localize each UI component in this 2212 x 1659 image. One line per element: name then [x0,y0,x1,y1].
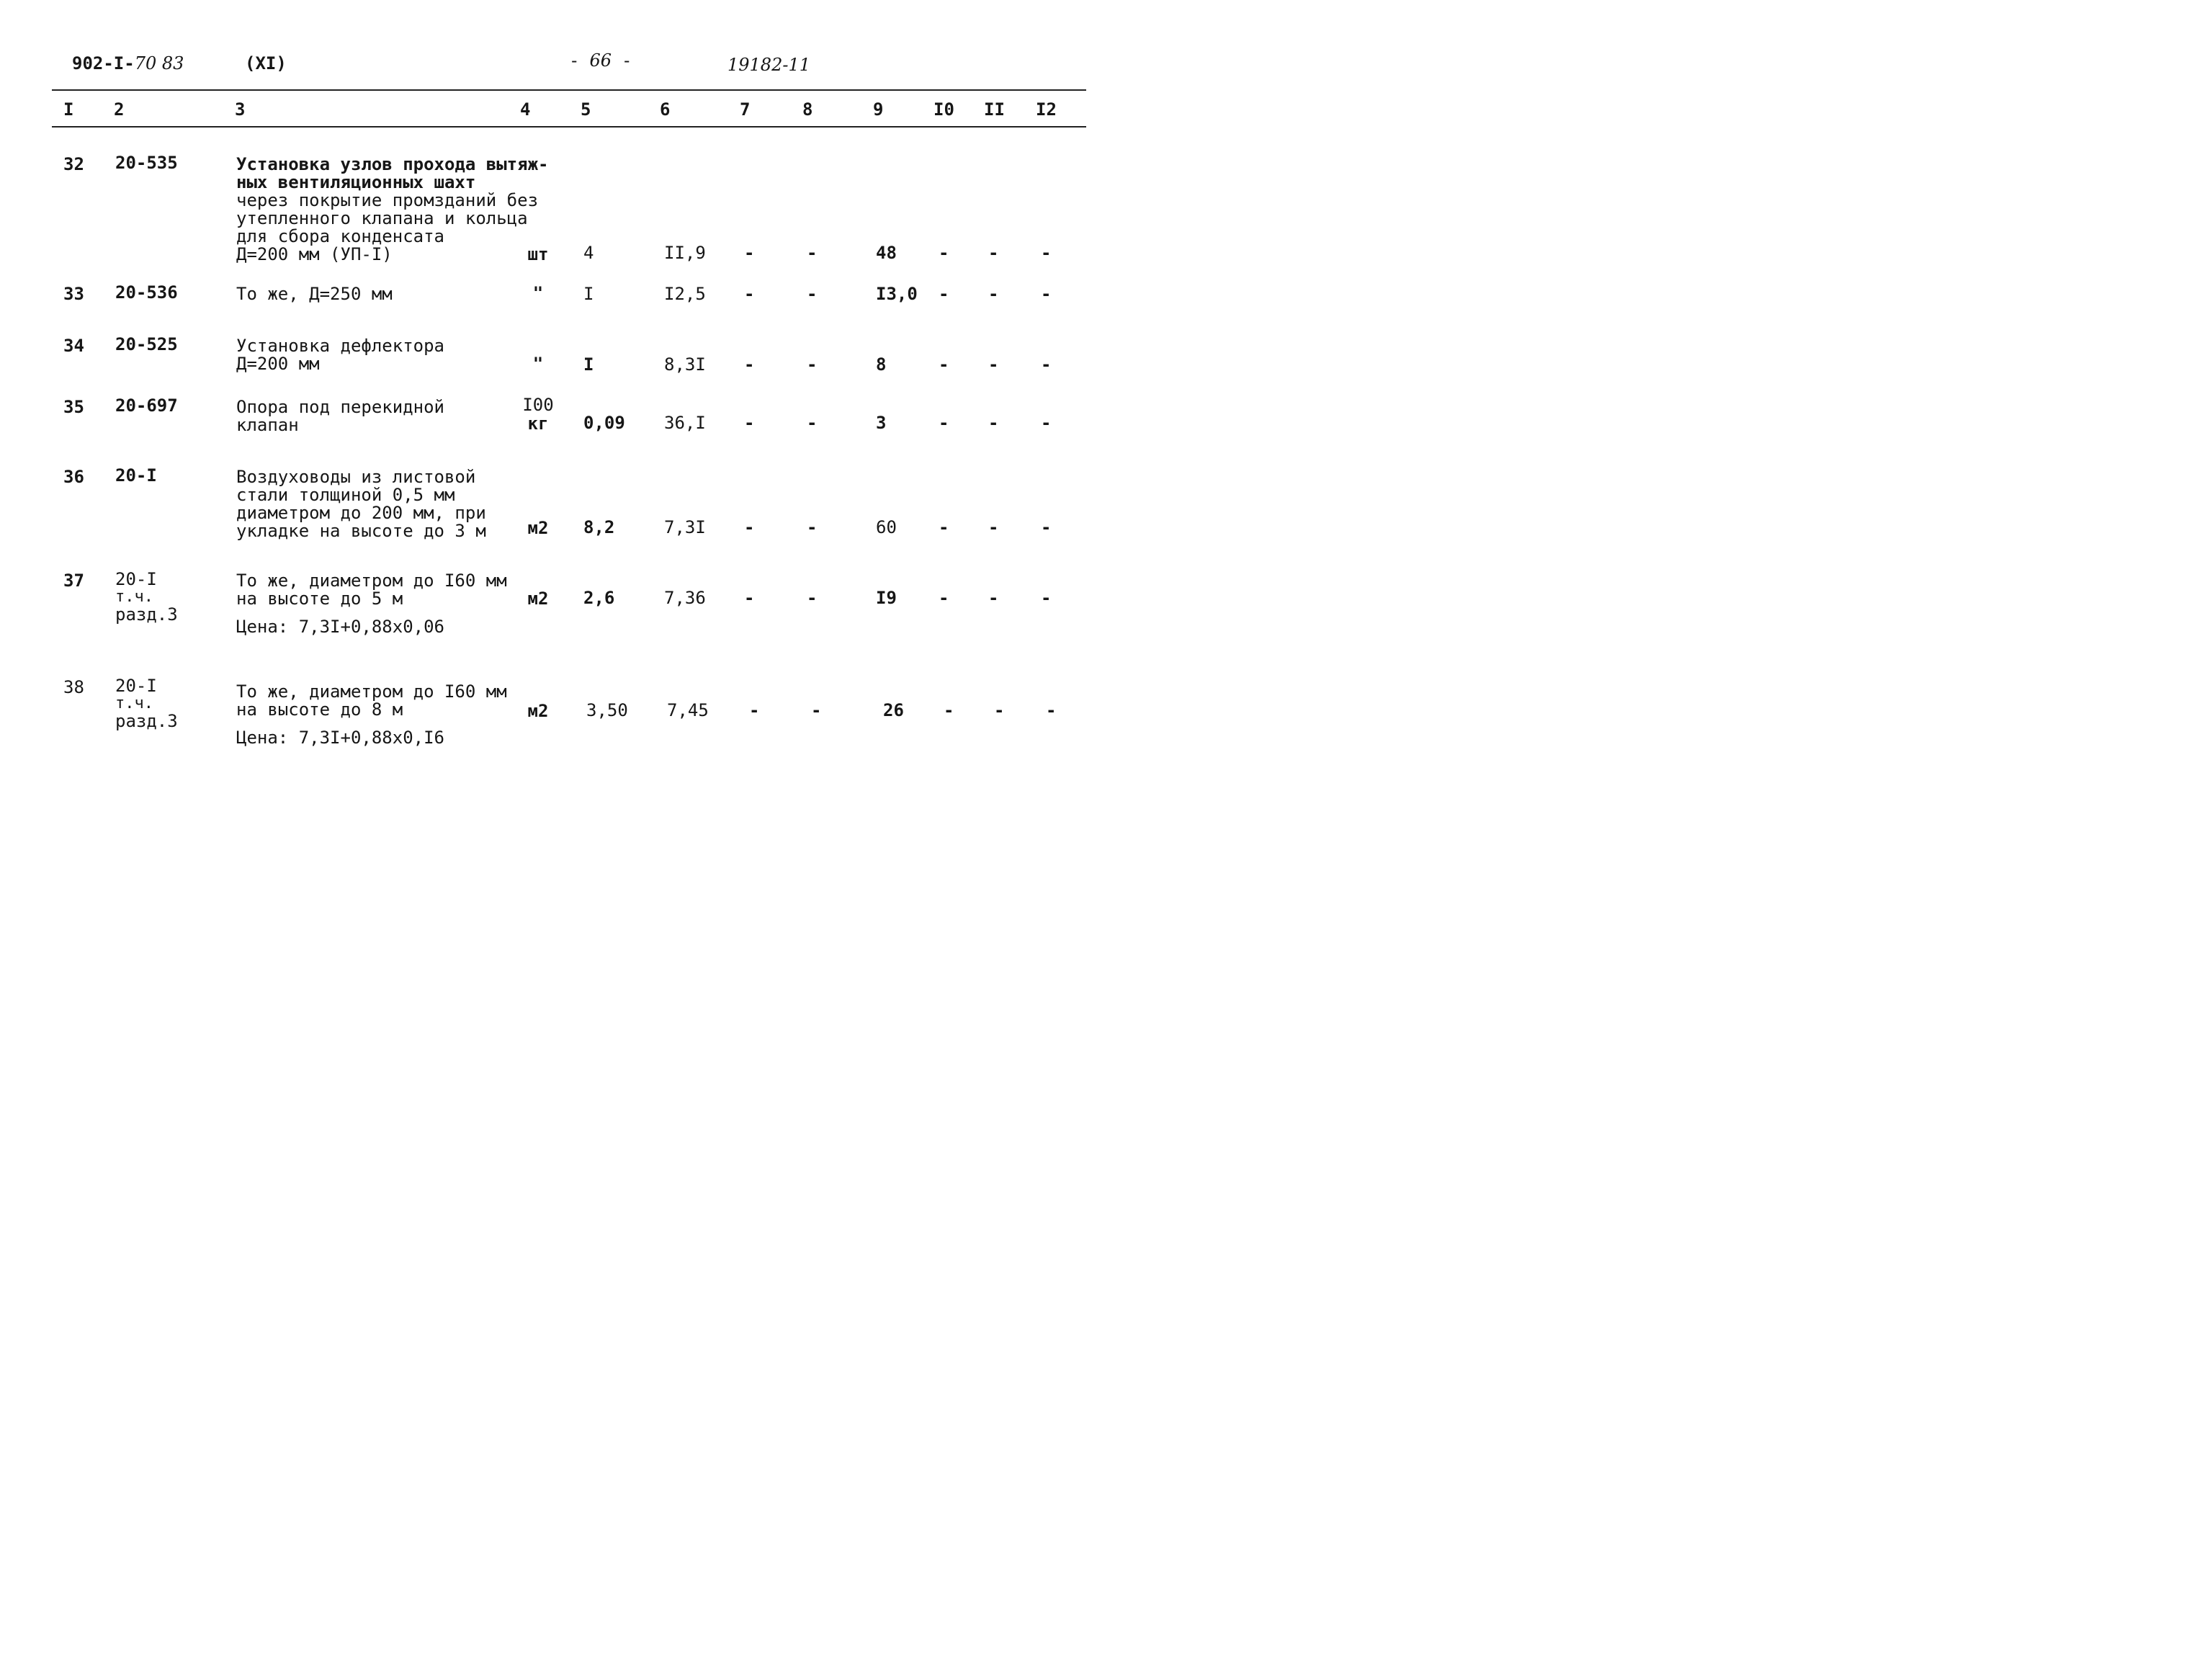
price-note: Цена: 7,3I+0,88х0,06 [236,617,444,637]
column-6-value: II,9 [664,243,706,263]
description-line: Опора под перекидной [236,397,444,417]
column-9-value: I3,0 [876,284,918,304]
description-line: Установка дефлектора [236,336,444,356]
quantity: I [583,284,594,304]
page-number [569,50,632,71]
column-12-value: - [1041,354,1052,375]
description-line: То же, Д=250 мм [236,284,393,304]
rate-code [115,154,178,172]
rate-code-line: 20-535 [115,153,178,173]
column-10-value: - [939,354,949,375]
unit [520,395,556,433]
description-line: Воздуховоды из листовой [236,467,476,487]
unit [520,589,556,608]
description-line: клапан [236,415,299,435]
column-11-value: - [988,588,999,608]
header-bottom-rule [52,126,1086,128]
unit [520,284,556,303]
description-line: укладке на высоте до 3 м [236,521,486,541]
column-9-value: 48 [876,243,897,263]
rate-code-line: 20-I [115,465,157,486]
column-12-value: - [1041,243,1052,263]
rate-code-line: 20-I [115,676,157,696]
rate-code [115,397,178,415]
row-number: 37 [63,571,84,591]
document-page [0,0,1114,830]
column-8-value: - [807,517,818,537]
work-description [236,683,507,747]
inventory-number: 19182-11 [727,55,810,75]
page-dash-right: - [622,50,632,71]
column-number: 6 [660,99,671,120]
section-number: (XI) [245,53,287,73]
document-code [72,53,184,73]
column-6-value: 8,3I [664,354,706,375]
column-11-value: - [988,284,999,304]
column-9-value: 26 [883,700,904,720]
quantity: 4 [583,243,594,263]
column-number: 7 [740,99,751,120]
row-number: 36 [63,467,84,487]
unit [520,519,556,537]
column-7-value: - [744,588,755,608]
work-description [236,398,444,434]
rate-code-line: разд.3 [115,711,178,731]
document-code-prefix: 902-I- [72,53,135,73]
column-number: 9 [873,99,884,120]
rate-code-line: разд.3 [115,604,178,625]
row-number: 38 [63,677,84,697]
unit-line: м2 [527,701,549,721]
column-10-value: - [939,413,949,433]
column-9-value: I9 [876,588,897,608]
column-6-value: 36,I [664,413,706,433]
unit-line: м2 [527,589,549,609]
column-8-value: - [807,588,818,608]
description-line: То же, диаметром до I60 мм [236,571,507,591]
work-description [236,337,444,373]
row-number: 33 [63,284,84,304]
rate-code-line: 20-697 [115,395,178,416]
quantity: 8,2 [583,517,615,537]
document-code-handwritten: 70 83 [134,53,184,73]
column-12-value: - [1041,517,1052,537]
column-9-value: 8 [876,354,887,375]
column-12-value: - [1041,413,1052,433]
column-number: 8 [802,99,813,120]
column-6-value: 7,3I [664,517,706,537]
column-7-value: - [744,517,755,537]
column-number: I0 [933,99,954,120]
column-8-value: - [807,243,818,263]
description-line: Установка узлов прохода вытяж- [236,154,549,174]
unit [520,245,556,264]
column-8-value: - [807,413,818,433]
column-8-value: - [807,284,818,304]
unit [520,354,556,373]
column-11-value: - [988,243,999,263]
column-number: 2 [114,99,125,120]
work-description [236,572,507,636]
description-line: Д=200 мм [236,354,320,374]
rate-code [115,336,178,354]
work-description [236,285,393,303]
column-number: 5 [581,99,591,120]
unit-line: м2 [527,518,549,538]
column-11-value: - [988,354,999,375]
quantity: 3,50 [586,700,628,720]
column-7-value: - [744,354,755,375]
unit-line: шт [527,244,549,264]
row-number: 35 [63,397,84,417]
column-9-value: 60 [876,517,897,537]
description-line: для сбора конденсата [236,226,444,246]
rate-code [115,677,178,730]
column-9-value: 3 [876,413,887,433]
column-7-value: - [744,413,755,433]
column-8-value: - [807,354,818,375]
unit-line: " [532,283,544,303]
column-7-value: - [744,243,755,263]
column-10-value: - [944,700,954,720]
description-line: через покрытие промзданий без [236,190,539,210]
unit-line: кг [527,413,549,434]
row-number: 32 [63,154,84,174]
column-11-value: - [994,700,1005,720]
rate-code [115,571,178,623]
rate-code-line: 20-536 [115,282,178,303]
page-dash-left: - [569,50,580,71]
rate-code-line: т.ч. [115,588,153,606]
description-line: диаметром до 200 мм, при [236,503,486,523]
header-top-rule [52,89,1086,91]
quantity: 0,09 [583,413,625,433]
unit [520,702,556,720]
description-line: То же, диаметром до I60 мм [236,681,507,702]
row-number: 34 [63,336,84,356]
column-10-value: - [939,284,949,304]
description-line: утепленного клапана и кольца [236,208,528,228]
column-10-value: - [939,243,949,263]
column-11-value: - [988,413,999,433]
column-7-value: - [744,284,755,304]
description-line: на высоте до 5 м [236,589,403,609]
column-number: I2 [1036,99,1057,120]
column-10-value: - [939,517,949,537]
rate-code-line: т.ч. [115,694,153,712]
unit-line: " [532,354,544,374]
column-6-value: 7,36 [664,588,706,608]
column-12-value: - [1041,588,1052,608]
column-11-value: - [988,517,999,537]
work-description [236,156,548,264]
description-line: на высоте до 8 м [236,699,403,720]
column-10-value: - [939,588,949,608]
rate-code-line: 20-525 [115,334,178,354]
rate-code-line: 20-I [115,569,157,589]
description-line: ных вентиляционных шахт [236,172,476,192]
work-description [236,468,486,540]
column-7-value: - [749,700,760,720]
column-number: 4 [520,99,531,120]
description-line: стали толщиной 0,5 мм [236,485,455,505]
column-6-value: 7,45 [667,700,709,720]
column-12-value: - [1046,700,1057,720]
description-line: Д=200 мм (УП-I) [236,244,393,264]
page-number-value: 66 [589,50,612,71]
rate-code [115,467,157,485]
column-8-value: - [811,700,822,720]
column-number: I [63,99,74,120]
unit-line: I00 [522,395,554,415]
price-note: Цена: 7,3I+0,88х0,I6 [236,728,444,748]
column-number: 3 [235,99,246,120]
column-6-value: I2,5 [664,284,706,304]
rate-code [115,284,178,302]
column-12-value: - [1041,284,1052,304]
column-number: II [984,99,1005,120]
quantity: 2,6 [583,588,615,608]
quantity: I [583,354,594,375]
